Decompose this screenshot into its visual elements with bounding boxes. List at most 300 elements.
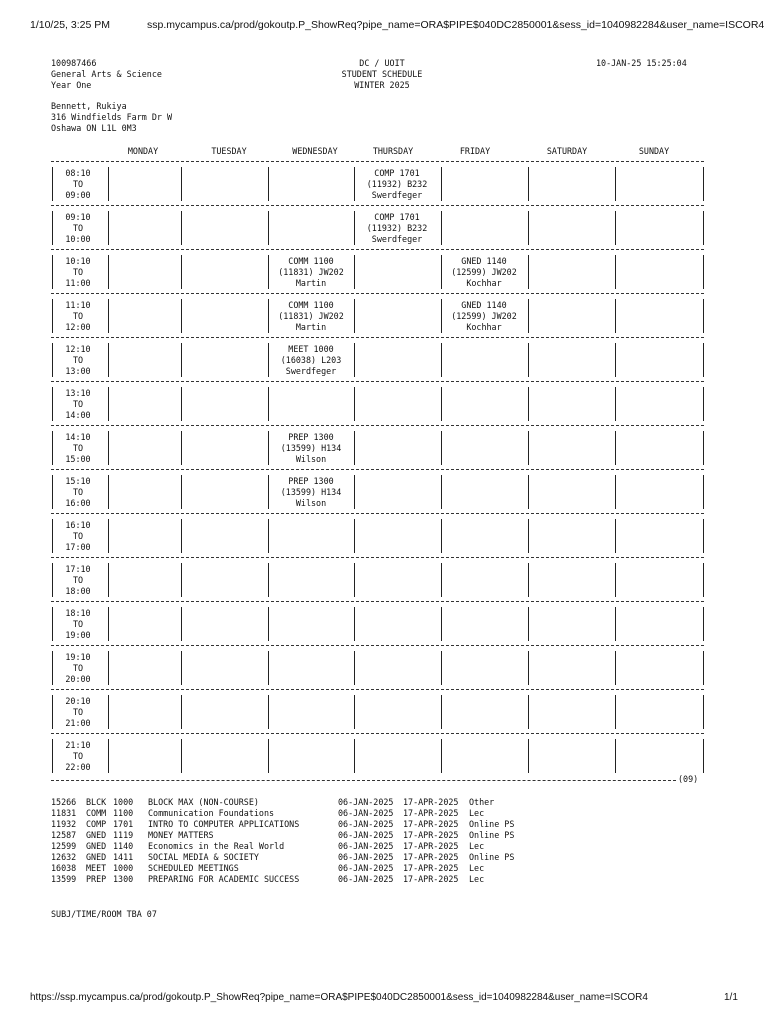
column-bar bbox=[615, 563, 616, 597]
student-info bbox=[51, 58, 162, 91]
column-bar bbox=[354, 695, 355, 729]
tba-line: SUBJ/TIME/ROOM TBA 07 bbox=[51, 909, 157, 919]
class-instructor: Kochhar bbox=[466, 278, 502, 288]
column-bar bbox=[181, 211, 182, 245]
column-bar bbox=[268, 211, 269, 245]
course-end: 17-APR-2025 bbox=[403, 874, 459, 884]
course-type: Lec bbox=[469, 874, 485, 884]
course-type: Lec bbox=[469, 841, 485, 851]
course-start: 06-JAN-2025 bbox=[338, 874, 394, 884]
column-bar bbox=[108, 343, 109, 377]
time-slot bbox=[58, 520, 98, 553]
class-code: GNED 1140 bbox=[461, 256, 507, 266]
column-bar bbox=[615, 167, 616, 201]
column-bar bbox=[108, 519, 109, 553]
course-num: 1300 bbox=[113, 874, 134, 884]
course-start: 06-JAN-2025 bbox=[338, 841, 394, 851]
column-bar bbox=[108, 607, 109, 641]
column-bar bbox=[615, 519, 616, 553]
page-number: 1/1 bbox=[724, 992, 738, 1003]
column-bar bbox=[268, 695, 269, 729]
time-to: TO bbox=[72, 619, 84, 629]
grid-end-marker: (09) bbox=[678, 774, 699, 784]
class-instructor: Kochhar bbox=[466, 322, 502, 332]
column-bar bbox=[615, 255, 616, 289]
class-entry bbox=[269, 344, 353, 377]
class-entry bbox=[442, 300, 526, 333]
column-bar bbox=[181, 519, 182, 553]
course-num: 1119 bbox=[113, 830, 134, 840]
class-section-room: (16038) L203 bbox=[280, 355, 342, 365]
time-start: 13:10 bbox=[65, 388, 91, 398]
column-bar bbox=[528, 651, 529, 685]
class-code: GNED 1140 bbox=[461, 300, 507, 310]
column-bar bbox=[703, 519, 704, 553]
class-entry bbox=[269, 476, 353, 509]
print-timestamp: 1/10/25, 3:25 PM bbox=[30, 19, 110, 31]
course-subj: BLCK bbox=[86, 797, 107, 807]
column-bar bbox=[181, 739, 182, 773]
row-separator bbox=[51, 337, 704, 338]
column-bar bbox=[615, 387, 616, 421]
course-subj: GNED bbox=[86, 852, 107, 862]
course-subj: COMM bbox=[86, 808, 107, 818]
column-bar bbox=[268, 387, 269, 421]
column-bar bbox=[354, 343, 355, 377]
column-bar bbox=[108, 211, 109, 245]
time-slot bbox=[58, 256, 98, 289]
column-bar bbox=[703, 255, 704, 289]
class-section-room: (11831) JW202 bbox=[278, 311, 344, 321]
time-slot bbox=[58, 652, 98, 685]
course-end: 17-APR-2025 bbox=[403, 797, 459, 807]
time-start: 21:10 bbox=[65, 740, 91, 750]
column-bar bbox=[615, 299, 616, 333]
class-section-room: (11932) B232 bbox=[366, 223, 428, 233]
column-bar bbox=[108, 431, 109, 465]
course-end: 17-APR-2025 bbox=[403, 852, 459, 862]
course-type: Online PS bbox=[469, 830, 515, 840]
course-start: 06-JAN-2025 bbox=[338, 819, 394, 829]
grid-bottom-line bbox=[51, 780, 676, 781]
column-bar bbox=[354, 431, 355, 465]
column-bar bbox=[108, 475, 109, 509]
time-end: 14:00 bbox=[65, 410, 91, 420]
class-section-room: (11831) JW202 bbox=[278, 267, 344, 277]
column-bar bbox=[703, 431, 704, 465]
column-bar bbox=[108, 739, 109, 773]
column-bar bbox=[441, 651, 442, 685]
column-bar bbox=[181, 299, 182, 333]
column-bar bbox=[354, 475, 355, 509]
class-instructor: Swerdfeger bbox=[371, 234, 423, 244]
column-bar bbox=[441, 563, 442, 597]
time-slot bbox=[58, 212, 98, 245]
time-to: TO bbox=[72, 443, 84, 453]
course-title: PREPARING FOR ACADEMIC SUCCESS bbox=[148, 874, 300, 884]
column-bar bbox=[615, 211, 616, 245]
course-type: Online PS bbox=[469, 852, 515, 862]
column-bar bbox=[108, 167, 109, 201]
time-slot bbox=[58, 432, 98, 465]
column-bar bbox=[528, 167, 529, 201]
time-start: 18:10 bbox=[65, 608, 91, 618]
class-entry bbox=[355, 168, 439, 201]
time-slot bbox=[58, 344, 98, 377]
time-to: TO bbox=[72, 311, 84, 321]
time-start: 17:10 bbox=[65, 564, 91, 574]
report-title-block bbox=[322, 58, 442, 91]
column-bar bbox=[181, 255, 182, 289]
column-bar bbox=[268, 651, 269, 685]
course-crn: 11831 bbox=[51, 808, 77, 818]
time-end: 17:00 bbox=[65, 542, 91, 552]
course-num: 1100 bbox=[113, 808, 134, 818]
address-line-2: Oshawa ON L1L 0M3 bbox=[51, 123, 137, 133]
column-bar bbox=[108, 695, 109, 729]
class-code: MEET 1000 bbox=[288, 344, 334, 354]
course-start: 06-JAN-2025 bbox=[338, 830, 394, 840]
column-bar bbox=[703, 211, 704, 245]
column-bar bbox=[703, 651, 704, 685]
column-bar bbox=[441, 695, 442, 729]
time-start: 19:10 bbox=[65, 652, 91, 662]
column-bar bbox=[703, 563, 704, 597]
column-bar bbox=[354, 739, 355, 773]
column-bar bbox=[52, 431, 53, 465]
column-bar bbox=[615, 343, 616, 377]
row-separator bbox=[51, 645, 704, 646]
course-title: INTRO TO COMPUTER APPLICATIONS bbox=[148, 819, 300, 829]
course-end: 17-APR-2025 bbox=[403, 819, 459, 829]
column-bar bbox=[441, 431, 442, 465]
column-bar bbox=[52, 299, 53, 333]
class-code: PREP 1300 bbox=[288, 432, 334, 442]
row-separator bbox=[51, 161, 704, 162]
row-separator bbox=[51, 557, 704, 558]
row-separator bbox=[51, 205, 704, 206]
course-type: Lec bbox=[469, 863, 485, 873]
day-friday: FRIDAY bbox=[459, 146, 491, 156]
column-bar bbox=[354, 607, 355, 641]
column-bar bbox=[52, 475, 53, 509]
row-separator bbox=[51, 249, 704, 250]
time-to: TO bbox=[72, 751, 84, 761]
column-bar bbox=[703, 739, 704, 773]
day-tuesday: TUESDAY bbox=[211, 146, 247, 156]
column-bar bbox=[441, 387, 442, 421]
column-bar bbox=[268, 739, 269, 773]
class-section-room: (13599) H134 bbox=[280, 487, 342, 497]
column-bar bbox=[52, 211, 53, 245]
column-bar bbox=[354, 519, 355, 553]
time-end: 15:00 bbox=[65, 454, 91, 464]
column-bar bbox=[441, 211, 442, 245]
column-bar bbox=[615, 607, 616, 641]
report-term: WINTER 2025 bbox=[354, 80, 410, 90]
column-bar bbox=[615, 739, 616, 773]
course-type: Online PS bbox=[469, 819, 515, 829]
time-slot bbox=[58, 740, 98, 773]
column-bar bbox=[528, 563, 529, 597]
course-subj: GNED bbox=[86, 830, 107, 840]
column-bar bbox=[52, 387, 53, 421]
course-num: 1411 bbox=[113, 852, 134, 862]
course-end: 17-APR-2025 bbox=[403, 830, 459, 840]
column-bar bbox=[108, 563, 109, 597]
column-bar bbox=[528, 343, 529, 377]
column-bar bbox=[52, 651, 53, 685]
course-num: 1000 bbox=[113, 863, 134, 873]
column-bar bbox=[268, 519, 269, 553]
column-bar bbox=[52, 607, 53, 641]
row-separator bbox=[51, 469, 704, 470]
day-saturday: SATURDAY bbox=[546, 146, 588, 156]
day-monday: MONDAY bbox=[127, 146, 159, 156]
class-entry bbox=[269, 432, 353, 465]
time-start: 20:10 bbox=[65, 696, 91, 706]
class-code: COMM 1100 bbox=[288, 256, 334, 266]
column-bar bbox=[108, 651, 109, 685]
course-num: 1140 bbox=[113, 841, 134, 851]
student-id: 100987466 bbox=[51, 58, 97, 68]
time-end: 18:00 bbox=[65, 586, 91, 596]
column-bar bbox=[181, 695, 182, 729]
column-bar bbox=[528, 695, 529, 729]
column-bar bbox=[703, 167, 704, 201]
time-end: 13:00 bbox=[65, 366, 91, 376]
day-sunday: SUNDAY bbox=[638, 146, 670, 156]
course-title: Economics in the Real World bbox=[148, 841, 285, 851]
column-bar bbox=[181, 475, 182, 509]
row-separator bbox=[51, 293, 704, 294]
time-to: TO bbox=[72, 399, 84, 409]
time-to: TO bbox=[72, 707, 84, 717]
column-bar bbox=[181, 651, 182, 685]
row-separator bbox=[51, 425, 704, 426]
course-subj: GNED bbox=[86, 841, 107, 851]
student-address bbox=[51, 101, 172, 134]
time-to: TO bbox=[72, 531, 84, 541]
time-to: TO bbox=[72, 355, 84, 365]
column-bar bbox=[703, 475, 704, 509]
report-title: STUDENT SCHEDULE bbox=[341, 69, 423, 79]
column-bar bbox=[268, 607, 269, 641]
course-crn: 16038 bbox=[51, 863, 77, 873]
column-bar bbox=[108, 387, 109, 421]
time-start: 12:10 bbox=[65, 344, 91, 354]
column-bar bbox=[528, 211, 529, 245]
column-bar bbox=[528, 739, 529, 773]
class-section-room: (13599) H134 bbox=[280, 443, 342, 453]
column-bar bbox=[108, 299, 109, 333]
time-start: 09:10 bbox=[65, 212, 91, 222]
column-bar bbox=[441, 519, 442, 553]
course-title: SOCIAL MEDIA & SOCIETY bbox=[148, 852, 259, 862]
course-end: 17-APR-2025 bbox=[403, 863, 459, 873]
course-start: 06-JAN-2025 bbox=[338, 808, 394, 818]
time-end: 16:00 bbox=[65, 498, 91, 508]
class-instructor: Martin bbox=[295, 322, 327, 332]
course-start: 06-JAN-2025 bbox=[338, 863, 394, 873]
class-code: COMP 1701 bbox=[374, 212, 420, 222]
column-bar bbox=[528, 475, 529, 509]
column-bar bbox=[52, 255, 53, 289]
time-slot bbox=[58, 388, 98, 421]
class-code: PREP 1300 bbox=[288, 476, 334, 486]
column-bar bbox=[441, 607, 442, 641]
column-bar bbox=[181, 167, 182, 201]
column-bar bbox=[181, 387, 182, 421]
column-bar bbox=[52, 343, 53, 377]
print-url: ssp.mycampus.ca/prod/gokoutp.P_ShowReq?pipe_name=ORA$PIPE$040DC2850001&sess_id=1040982284&user_name=ISCOR4 bbox=[147, 19, 765, 31]
course-num: 1701 bbox=[113, 819, 134, 829]
course-end: 17-APR-2025 bbox=[403, 841, 459, 851]
column-bar bbox=[528, 431, 529, 465]
student-program: General Arts & Science bbox=[51, 69, 162, 79]
column-bar bbox=[108, 255, 109, 289]
class-code: COMM 1100 bbox=[288, 300, 334, 310]
address-line-1: 316 Windfields Farm Dr W bbox=[51, 112, 173, 122]
column-bar bbox=[703, 387, 704, 421]
course-start: 06-JAN-2025 bbox=[338, 852, 394, 862]
course-crn: 15266 bbox=[51, 797, 77, 807]
row-separator bbox=[51, 689, 704, 690]
column-bar bbox=[441, 739, 442, 773]
column-bar bbox=[52, 519, 53, 553]
row-separator bbox=[51, 601, 704, 602]
course-crn: 12599 bbox=[51, 841, 77, 851]
class-instructor: Wilson bbox=[295, 498, 327, 508]
course-subj: COMP bbox=[86, 819, 107, 829]
column-bar bbox=[615, 695, 616, 729]
course-type: Lec bbox=[469, 808, 485, 818]
column-bar bbox=[615, 431, 616, 465]
column-bar bbox=[703, 607, 704, 641]
time-start: 11:10 bbox=[65, 300, 91, 310]
course-end: 17-APR-2025 bbox=[403, 808, 459, 818]
student-year: Year One bbox=[51, 80, 92, 90]
time-end: 10:00 bbox=[65, 234, 91, 244]
time-to: TO bbox=[72, 267, 84, 277]
course-subj: PREP bbox=[86, 874, 107, 884]
column-bar bbox=[441, 167, 442, 201]
time-to: TO bbox=[72, 179, 84, 189]
time-slot bbox=[58, 696, 98, 729]
column-bar bbox=[703, 299, 704, 333]
class-entry bbox=[269, 256, 353, 289]
time-start: 14:10 bbox=[65, 432, 91, 442]
time-end: 22:00 bbox=[65, 762, 91, 772]
course-title: SCHEDULED MEETINGS bbox=[148, 863, 239, 873]
column-bar bbox=[268, 563, 269, 597]
time-slot bbox=[58, 300, 98, 333]
column-bar bbox=[354, 563, 355, 597]
column-bar bbox=[52, 739, 53, 773]
column-bar bbox=[52, 563, 53, 597]
column-bar bbox=[354, 387, 355, 421]
report-generated: 10-JAN-25 15:25:04 bbox=[596, 58, 687, 68]
column-bar bbox=[528, 519, 529, 553]
column-bar bbox=[354, 299, 355, 333]
time-end: 09:00 bbox=[65, 190, 91, 200]
time-to: TO bbox=[72, 575, 84, 585]
course-subj: MEET bbox=[86, 863, 107, 873]
course-crn: 12632 bbox=[51, 852, 77, 862]
class-instructor: Wilson bbox=[295, 454, 327, 464]
column-bar bbox=[441, 475, 442, 509]
class-entry bbox=[442, 256, 526, 289]
column-bar bbox=[703, 695, 704, 729]
column-bar bbox=[528, 607, 529, 641]
time-start: 16:10 bbox=[65, 520, 91, 530]
day-wednesday: WEDNESDAY bbox=[292, 146, 338, 156]
course-num: 1000 bbox=[113, 797, 134, 807]
course-title: Communication Foundations bbox=[148, 808, 275, 818]
time-end: 11:00 bbox=[65, 278, 91, 288]
time-slot bbox=[58, 608, 98, 641]
time-start: 15:10 bbox=[65, 476, 91, 486]
column-bar bbox=[52, 167, 53, 201]
print-footer-url: https://ssp.mycampus.ca/prod/gokoutp.P_ShowReq?pipe_name=ORA$PIPE$040DC2850001&sess_id=1040982284&user_name=ISCOR4 bbox=[30, 992, 648, 1003]
day-header-row bbox=[51, 146, 716, 158]
time-to: TO bbox=[72, 223, 84, 233]
class-entry bbox=[355, 212, 439, 245]
column-bar bbox=[181, 607, 182, 641]
time-start: 10:10 bbox=[65, 256, 91, 266]
class-section-room: (12599) JW202 bbox=[451, 267, 517, 277]
class-instructor: Martin bbox=[295, 278, 327, 288]
column-bar bbox=[181, 563, 182, 597]
course-title: BLOCK MAX (NON-COURSE) bbox=[148, 797, 259, 807]
course-crn: 11932 bbox=[51, 819, 77, 829]
time-end: 12:00 bbox=[65, 322, 91, 332]
column-bar bbox=[181, 343, 182, 377]
print-footer bbox=[0, 990, 768, 1010]
row-separator bbox=[51, 733, 704, 734]
class-instructor: Swerdfeger bbox=[285, 366, 337, 376]
column-bar bbox=[52, 695, 53, 729]
institution: DC / UOIT bbox=[359, 58, 405, 68]
course-title: MONEY MATTERS bbox=[148, 830, 214, 840]
column-bar bbox=[528, 255, 529, 289]
time-to: TO bbox=[72, 487, 84, 497]
column-bar bbox=[181, 431, 182, 465]
course-type: Other bbox=[469, 797, 495, 807]
column-bar bbox=[615, 475, 616, 509]
time-end: 20:00 bbox=[65, 674, 91, 684]
time-slot bbox=[58, 476, 98, 509]
row-separator bbox=[51, 381, 704, 382]
time-end: 21:00 bbox=[65, 718, 91, 728]
course-crn: 13599 bbox=[51, 874, 77, 884]
column-bar bbox=[615, 651, 616, 685]
course-crn: 12587 bbox=[51, 830, 77, 840]
day-thursday: THURSDAY bbox=[372, 146, 414, 156]
class-section-room: (11932) B232 bbox=[366, 179, 428, 189]
class-code: COMP 1701 bbox=[374, 168, 420, 178]
class-instructor: Swerdfeger bbox=[371, 190, 423, 200]
course-start: 06-JAN-2025 bbox=[338, 797, 394, 807]
column-bar bbox=[354, 651, 355, 685]
class-entry bbox=[269, 300, 353, 333]
time-slot bbox=[58, 564, 98, 597]
row-separator bbox=[51, 513, 704, 514]
column-bar bbox=[528, 299, 529, 333]
column-bar bbox=[441, 343, 442, 377]
student-name: Bennett, Rukiya bbox=[51, 101, 127, 111]
column-bar bbox=[354, 255, 355, 289]
